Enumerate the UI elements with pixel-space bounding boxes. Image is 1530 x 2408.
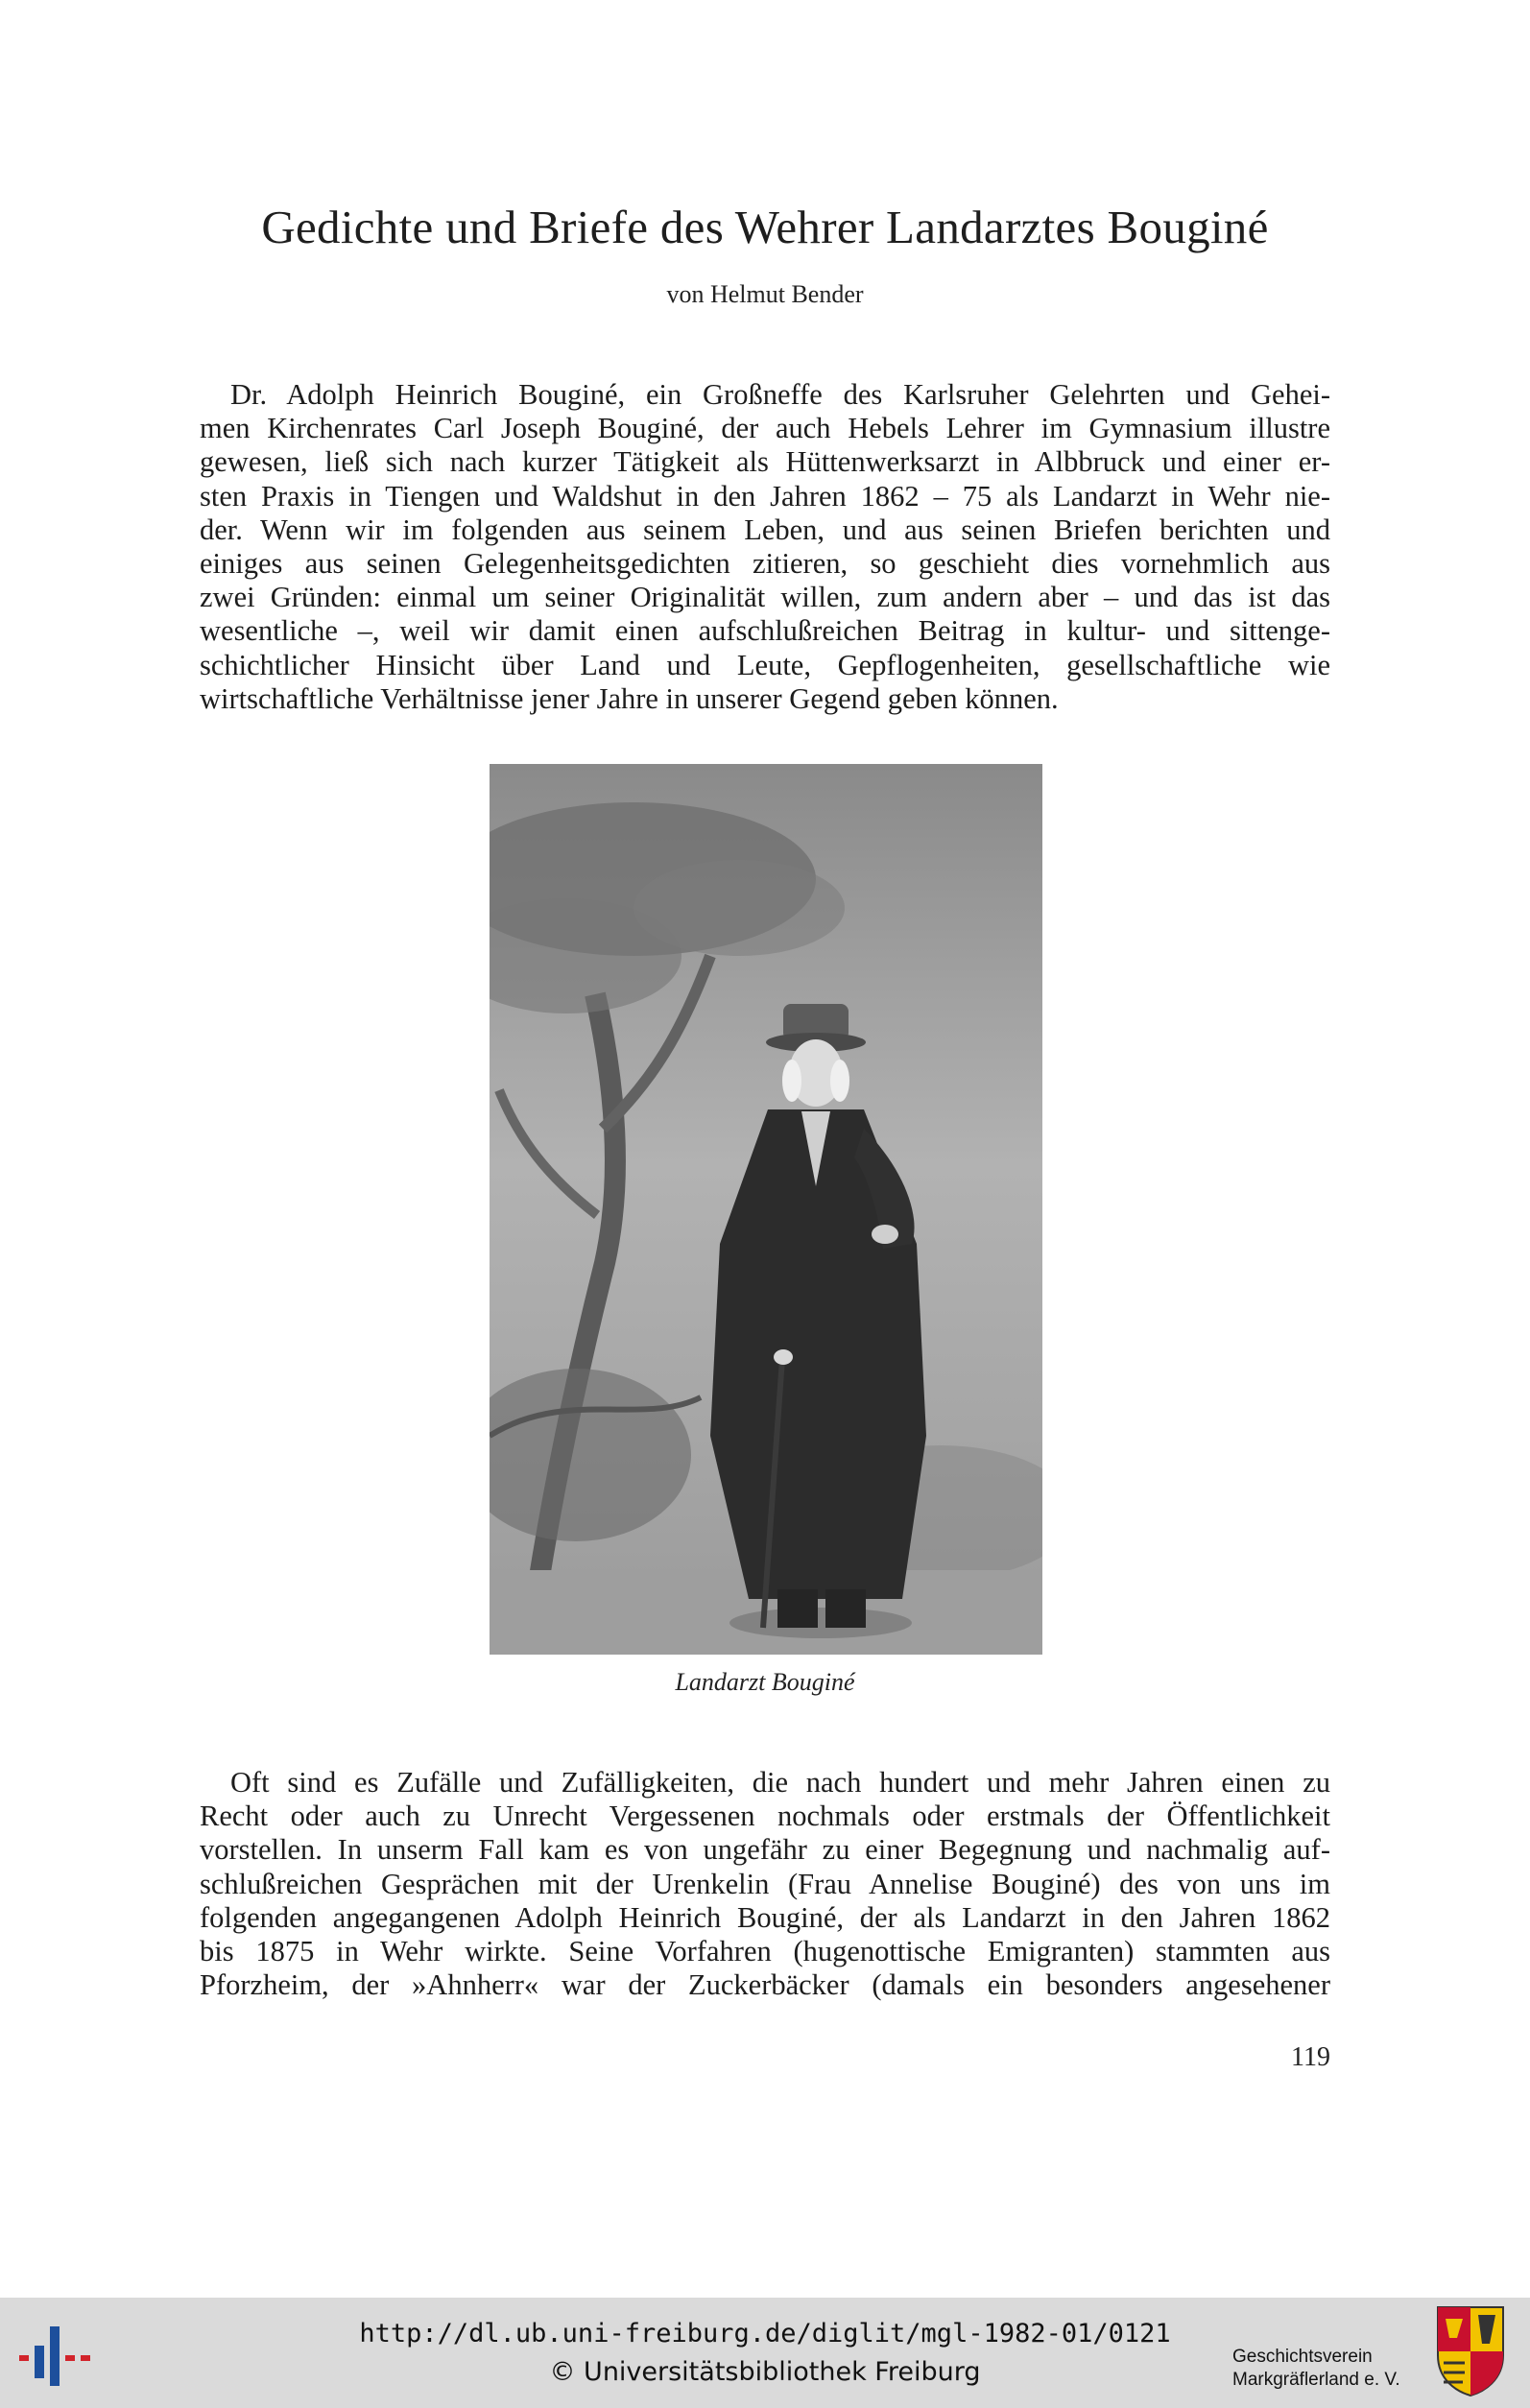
- paragraph-intro: [200, 378, 1330, 716]
- text-line: gewesen, ließ sich nach kurzer Tätigkeit als Hüttenwerksarzt in Albbruck und einer er-: [200, 445, 1330, 479]
- text-line: zwei Gründen: einmal um seiner Originalität willen, zum andern aber – und das ist das: [200, 581, 1330, 614]
- portrait-photo: [490, 764, 1042, 1655]
- text-line: sten Praxis in Tiengen und Waldshut in den Jahren 1862 – 75 als Landarzt in Wehr nie-: [200, 479, 1330, 513]
- society-line: Geschichtsverein: [1232, 2347, 1373, 2367]
- text-line: wirtschaftliche Verhältnisse jener Jahre in unserer Gegend geben können.: [200, 681, 1059, 715]
- text-line: Oft sind es Zufälle und Zufälligkeiten, die nach hundert und mehr Jahren einen zu: [230, 1766, 1330, 1799]
- text-line: Pforzheim, der »Ahnherr« war der Zuckerbäcker (damals ein besonders angesehener: [200, 1968, 1330, 2002]
- document-url-link[interactable]: http://dl.ub.uni-freiburg.de/diglit/mgl-1982-01/0121: [359, 2319, 1171, 2348]
- coat-of-arms-icon: [1436, 2305, 1505, 2397]
- article-title: Gedichte und Briefe des Wehrer Landarztes Bouginé: [261, 201, 1269, 253]
- text-line: folgenden angegangenen Adolph Heinrich Bouginé, der als Landarzt in den Jahren 1862: [200, 1900, 1330, 1934]
- society-name: [1232, 2346, 1424, 2392]
- text-line: bis 1875 in Wehr wirkte. Seine Vorfahren (hugenottische Emigranten) stammten aus: [200, 1935, 1330, 1968]
- footer-bar: [0, 2298, 1530, 2408]
- text-line: vorstellen. In unserm Fall kam es von ungefähr zu einer Begegnung und nachmalig auf-: [200, 1833, 1330, 1867]
- page-number: 119: [1291, 2042, 1330, 2072]
- article-author: von Helmut Bender: [666, 280, 864, 308]
- text-line: der. Wenn wir im folgenden aus seinem Leben, und aus seinen Briefen berichten und: [200, 513, 1330, 546]
- text-line: men Kirchenrates Carl Joseph Bouginé, der auch Hebels Lehrer im Gymnasium illustre: [200, 412, 1330, 445]
- copyright-notice: © Universitätsbibliothek Freiburg: [549, 2357, 981, 2387]
- text-line: schlußreichen Gesprächen mit der Urenkelin (Frau Annelise Bouginé) des von uns im: [200, 1867, 1330, 1900]
- text-line: Recht oder auch zu Unrecht Vergessenen nochmals oder erstmals der Öffentlichkeit: [200, 1800, 1330, 1833]
- text-line: Dr. Adolph Heinrich Bouginé, ein Großneffe des Karlsruher Gelehrten und Gehei-: [230, 378, 1330, 411]
- text-line: einiges aus seinen Gelegenheitsgedichten zitieren, so geschieht dies vornehmlich aus: [200, 547, 1330, 581]
- text-line: schichtlicher Hinsicht über Land und Leute, Gepflogenheiten, gesellschaftliche wie: [200, 648, 1330, 681]
- text-line: wesentliche –, weil wir damit einen aufschlußreichen Beitrag in kultur- und sittenge-: [200, 614, 1330, 648]
- society-line: Markgräflerland e. V.: [1232, 2370, 1400, 2390]
- paragraph-second: [200, 1766, 1330, 2002]
- photo-caption: Landarzt Bouginé: [675, 1668, 855, 1696]
